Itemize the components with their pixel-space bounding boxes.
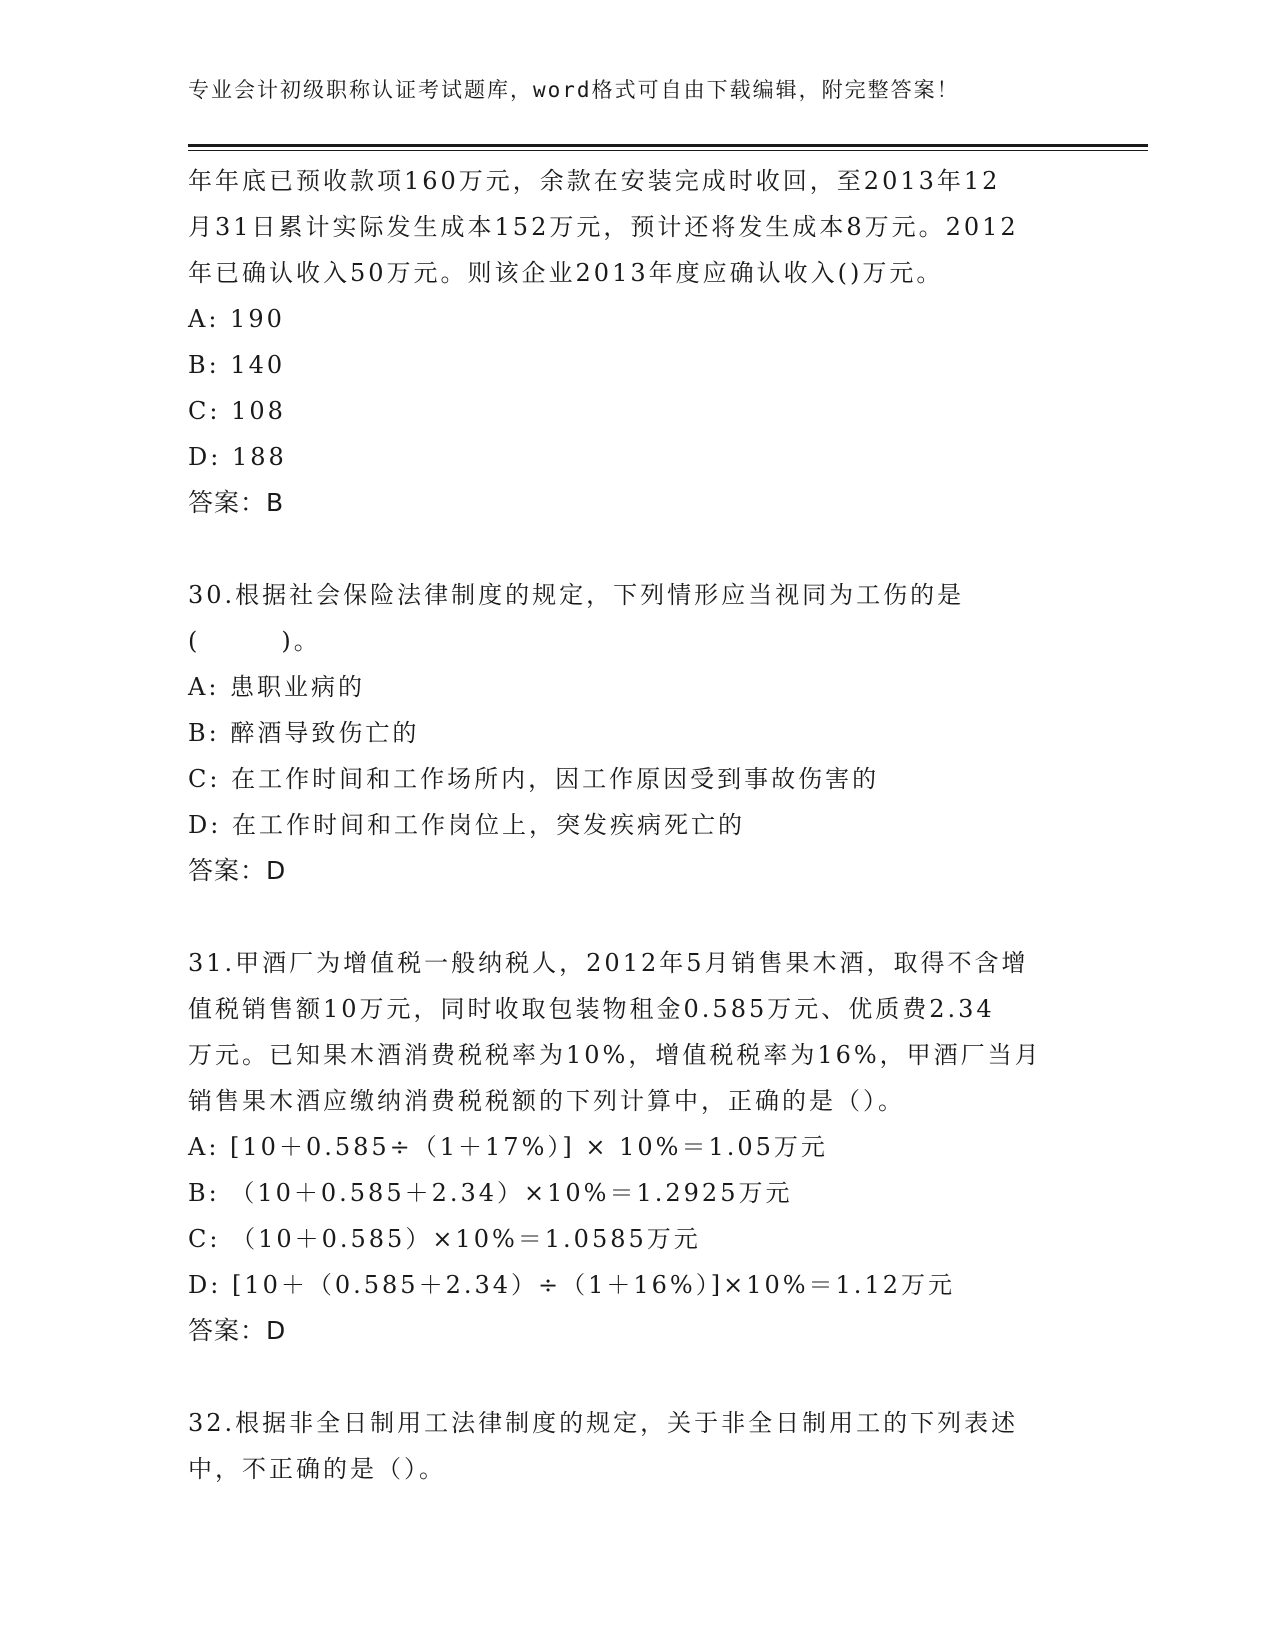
question-text-line: 30.根据社会保险法律制度的规定，下列情形应当视同为工伤的是 [188, 581, 965, 609]
question-text-line: 值税销售额10万元，同时收取包装物租金0.585万元、优质费2.34 [188, 995, 995, 1023]
header-rule-thin [188, 150, 1148, 151]
question-31 [188, 940, 1088, 1354]
page-header: 专业会计初级职称认证考试题库，word格式可自由下载编辑，附完整答案！ [188, 78, 960, 102]
option-c: C: 108 [188, 397, 286, 425]
option-a: A: 190 [188, 305, 285, 333]
option-b: B: 醉酒导致伤亡的 [188, 719, 420, 747]
option-a: A: 患职业病的 [188, 673, 366, 701]
question-32 [188, 1400, 1088, 1492]
question-text-line: 年已确认收入50万元。则该企业2013年度应确认收入()万元。 [188, 259, 944, 287]
question-29 [188, 158, 1088, 526]
option-c: C: 在工作时间和工作场所内，因工作原因受到事故伤害的 [188, 765, 880, 793]
option-d: D: 在工作时间和工作岗位上，突发疾病死亡的 [188, 811, 745, 839]
option-b: B: 140 [188, 351, 286, 379]
option-a: A: [10＋0.585÷（1＋17%）] × 10%＝1.05万元 [188, 1133, 828, 1161]
question-text-line: 年年底已预收款项160万元，余款在安装完成时收回，至2013年12 [188, 167, 1001, 195]
answer-line: 答案：D [188, 856, 287, 885]
question-text-line: 32.根据非全日制用工法律制度的规定，关于非全日制用工的下列表述 [188, 1409, 1019, 1437]
question-content [188, 158, 1088, 1492]
spacer [188, 1354, 1088, 1400]
answer-line: 答案：D [188, 1316, 287, 1345]
question-30 [188, 572, 1088, 894]
option-c: C: （10＋0.585）×10%＝1.0585万元 [188, 1225, 701, 1253]
question-text-line: 销售果木酒应缴纳消费税税额的下列计算中，正确的是（）。 [188, 1087, 905, 1115]
header-rule-thick [188, 144, 1148, 147]
spacer [188, 894, 1088, 940]
question-text-line: ( )。 [188, 627, 321, 655]
answer-line: 答案：B [188, 488, 285, 517]
question-text-line: 31.甲酒厂为增值税一般纳税人，2012年5月销售果木酒，取得不含增 [188, 949, 1029, 977]
option-d: D: 188 [188, 443, 287, 471]
option-d: D: [10＋（0.585＋2.34）÷（1＋16%）]×10%＝1.12万元 [188, 1271, 955, 1299]
option-b: B: （10＋0.585＋2.34）×10%＝1.2925万元 [188, 1179, 793, 1207]
question-text-line: 中，不正确的是（）。 [188, 1455, 446, 1483]
question-text-line: 万元。已知果木酒消费税税率为10%，增值税税率为16%，甲酒厂当月 [188, 1041, 1042, 1069]
spacer [188, 526, 1088, 572]
question-text-line: 月31日累计实际发生成本152万元，预计还将发生成本8万元。2012 [188, 213, 1019, 241]
